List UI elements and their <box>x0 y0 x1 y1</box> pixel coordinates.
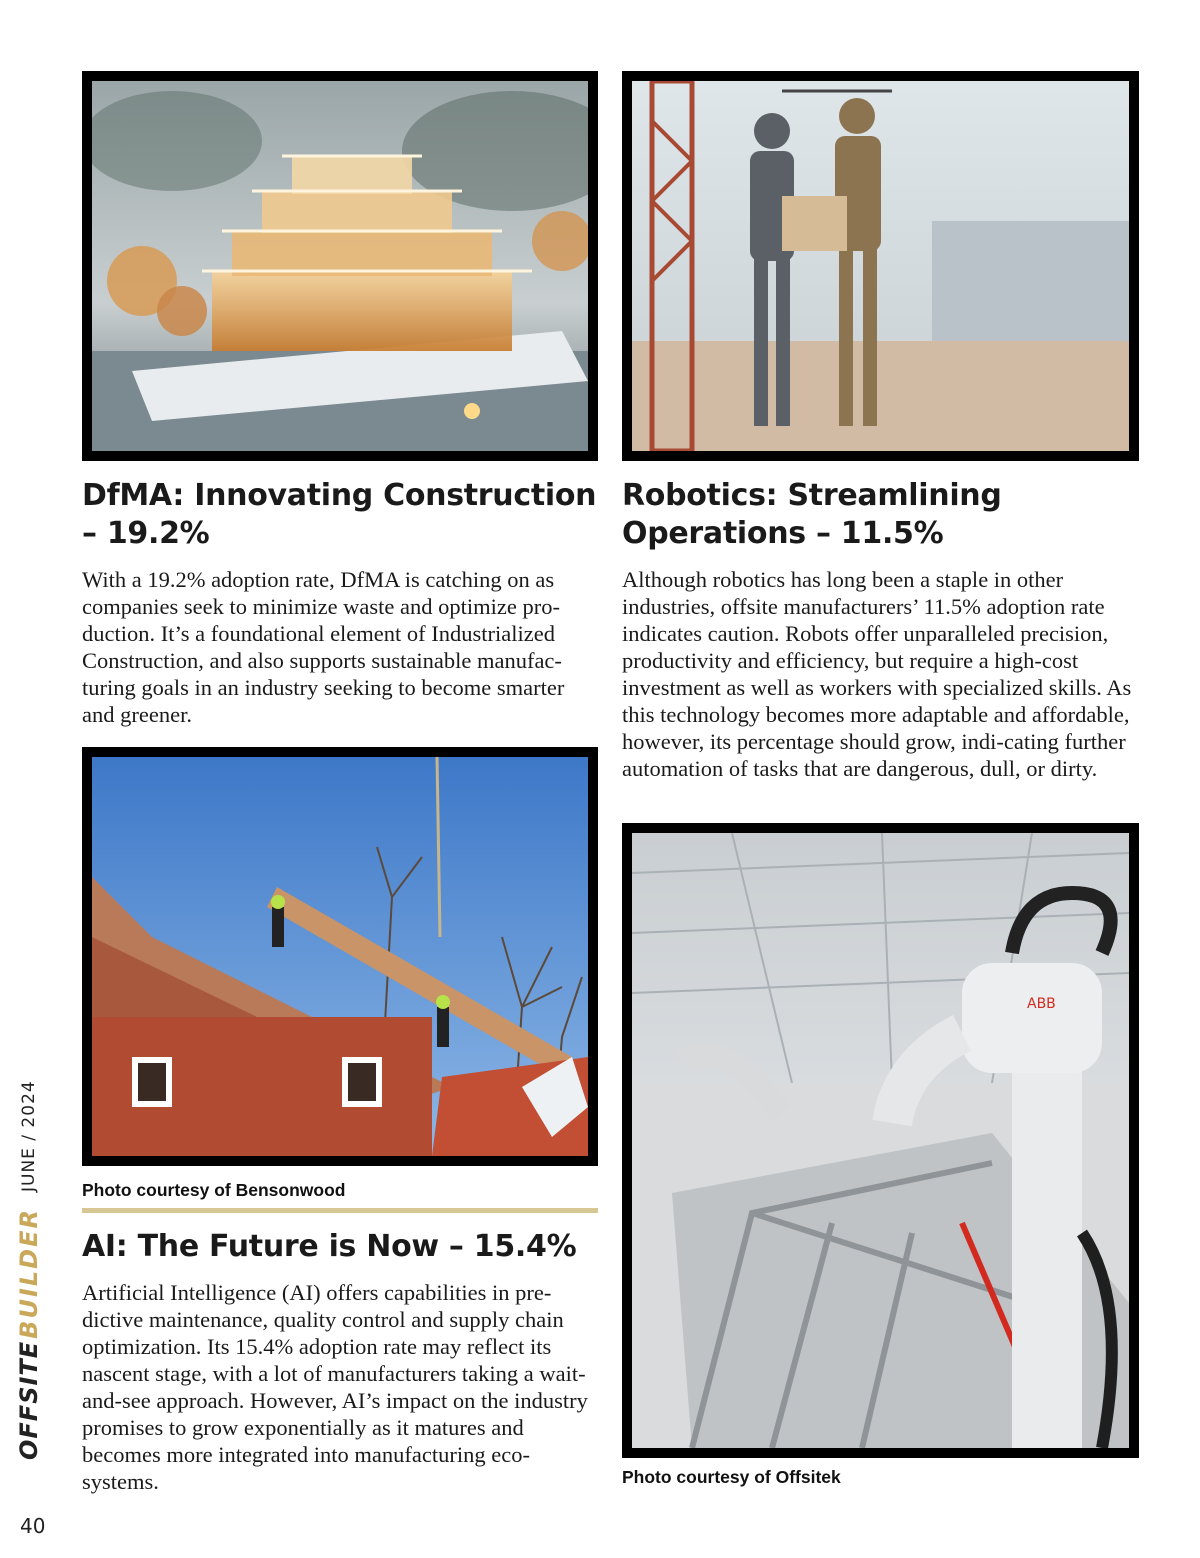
dfma-heading-line1: DfMA: Innovating Construction <box>82 478 597 513</box>
ai-heading: AI: The Future is Now – 15.4% <box>82 1229 577 1264</box>
dfma-heading-line2: – 19.2% <box>82 516 210 551</box>
brand-builder: BUILDER <box>15 1208 43 1339</box>
side-folio <box>6 1080 52 1468</box>
photo-building-model <box>82 71 598 461</box>
roof-install-illustration <box>92 757 588 1156</box>
section-divider-rule <box>82 1208 598 1213</box>
robots-illustration <box>632 81 1129 451</box>
photo-robots <box>622 71 1139 461</box>
page-number: 40 <box>20 1514 46 1538</box>
dfma-heading <box>82 477 602 553</box>
ai-body: Artificial Intelligence (AI) offers capabilities in pre-dictive maintenance, quality control and supply chain optimization. Its 15.4% adoption rate may reflect its nascent stage, with a lot of manufacturers taking a wait-and-see approach. However, AI’s impact on the industry promises to grow exponentially as it matures and becomes more integrated into manufacturing eco-systems. <box>82 1280 588 1494</box>
robotics-heading <box>622 477 1142 553</box>
robotics-body: Although robotics has long been a staple in other industries, offsite manufacturers’ 11.5% adoption rate indicates caution. Robots offer unparalleled precision, productivity and efficiency, but require a high-cost investment as well as workers with specialized skills. As this technology becomes more adaptable and affordable, however, its percentage should grow, indi-cating further automation of tasks that are dangerous, dull, or dirty. <box>622 567 1132 781</box>
svg-text:ABB: ABB <box>1027 996 1056 1012</box>
photo-factory-robot <box>622 823 1139 1458</box>
robotics-heading-line2: Operations – 11.5% <box>622 516 944 551</box>
factory-robot-illustration <box>632 833 1129 1448</box>
building-model-illustration <box>92 81 588 451</box>
offsitek-credit: Photo courtesy of Offsitek <box>622 1467 841 1487</box>
photo-roof-install <box>82 747 598 1166</box>
brand-offsite: OFFSITE <box>15 1340 43 1460</box>
dfma-body: With a 19.2% adoption rate, DfMA is catching on as companies seek to minimize waste and optimize pro-duction. It’s a foundational element of Industrialized Construction, and also supports sustainable manufac-turing goals in an industry seeking to become smarter and greener. <box>82 567 565 727</box>
robotics-heading-line1: Robotics: Streamlining <box>622 478 1002 513</box>
issue-date: JUNE / 2024 <box>19 1080 39 1193</box>
bensonwood-credit: Photo courtesy of Bensonwood <box>82 1180 346 1200</box>
